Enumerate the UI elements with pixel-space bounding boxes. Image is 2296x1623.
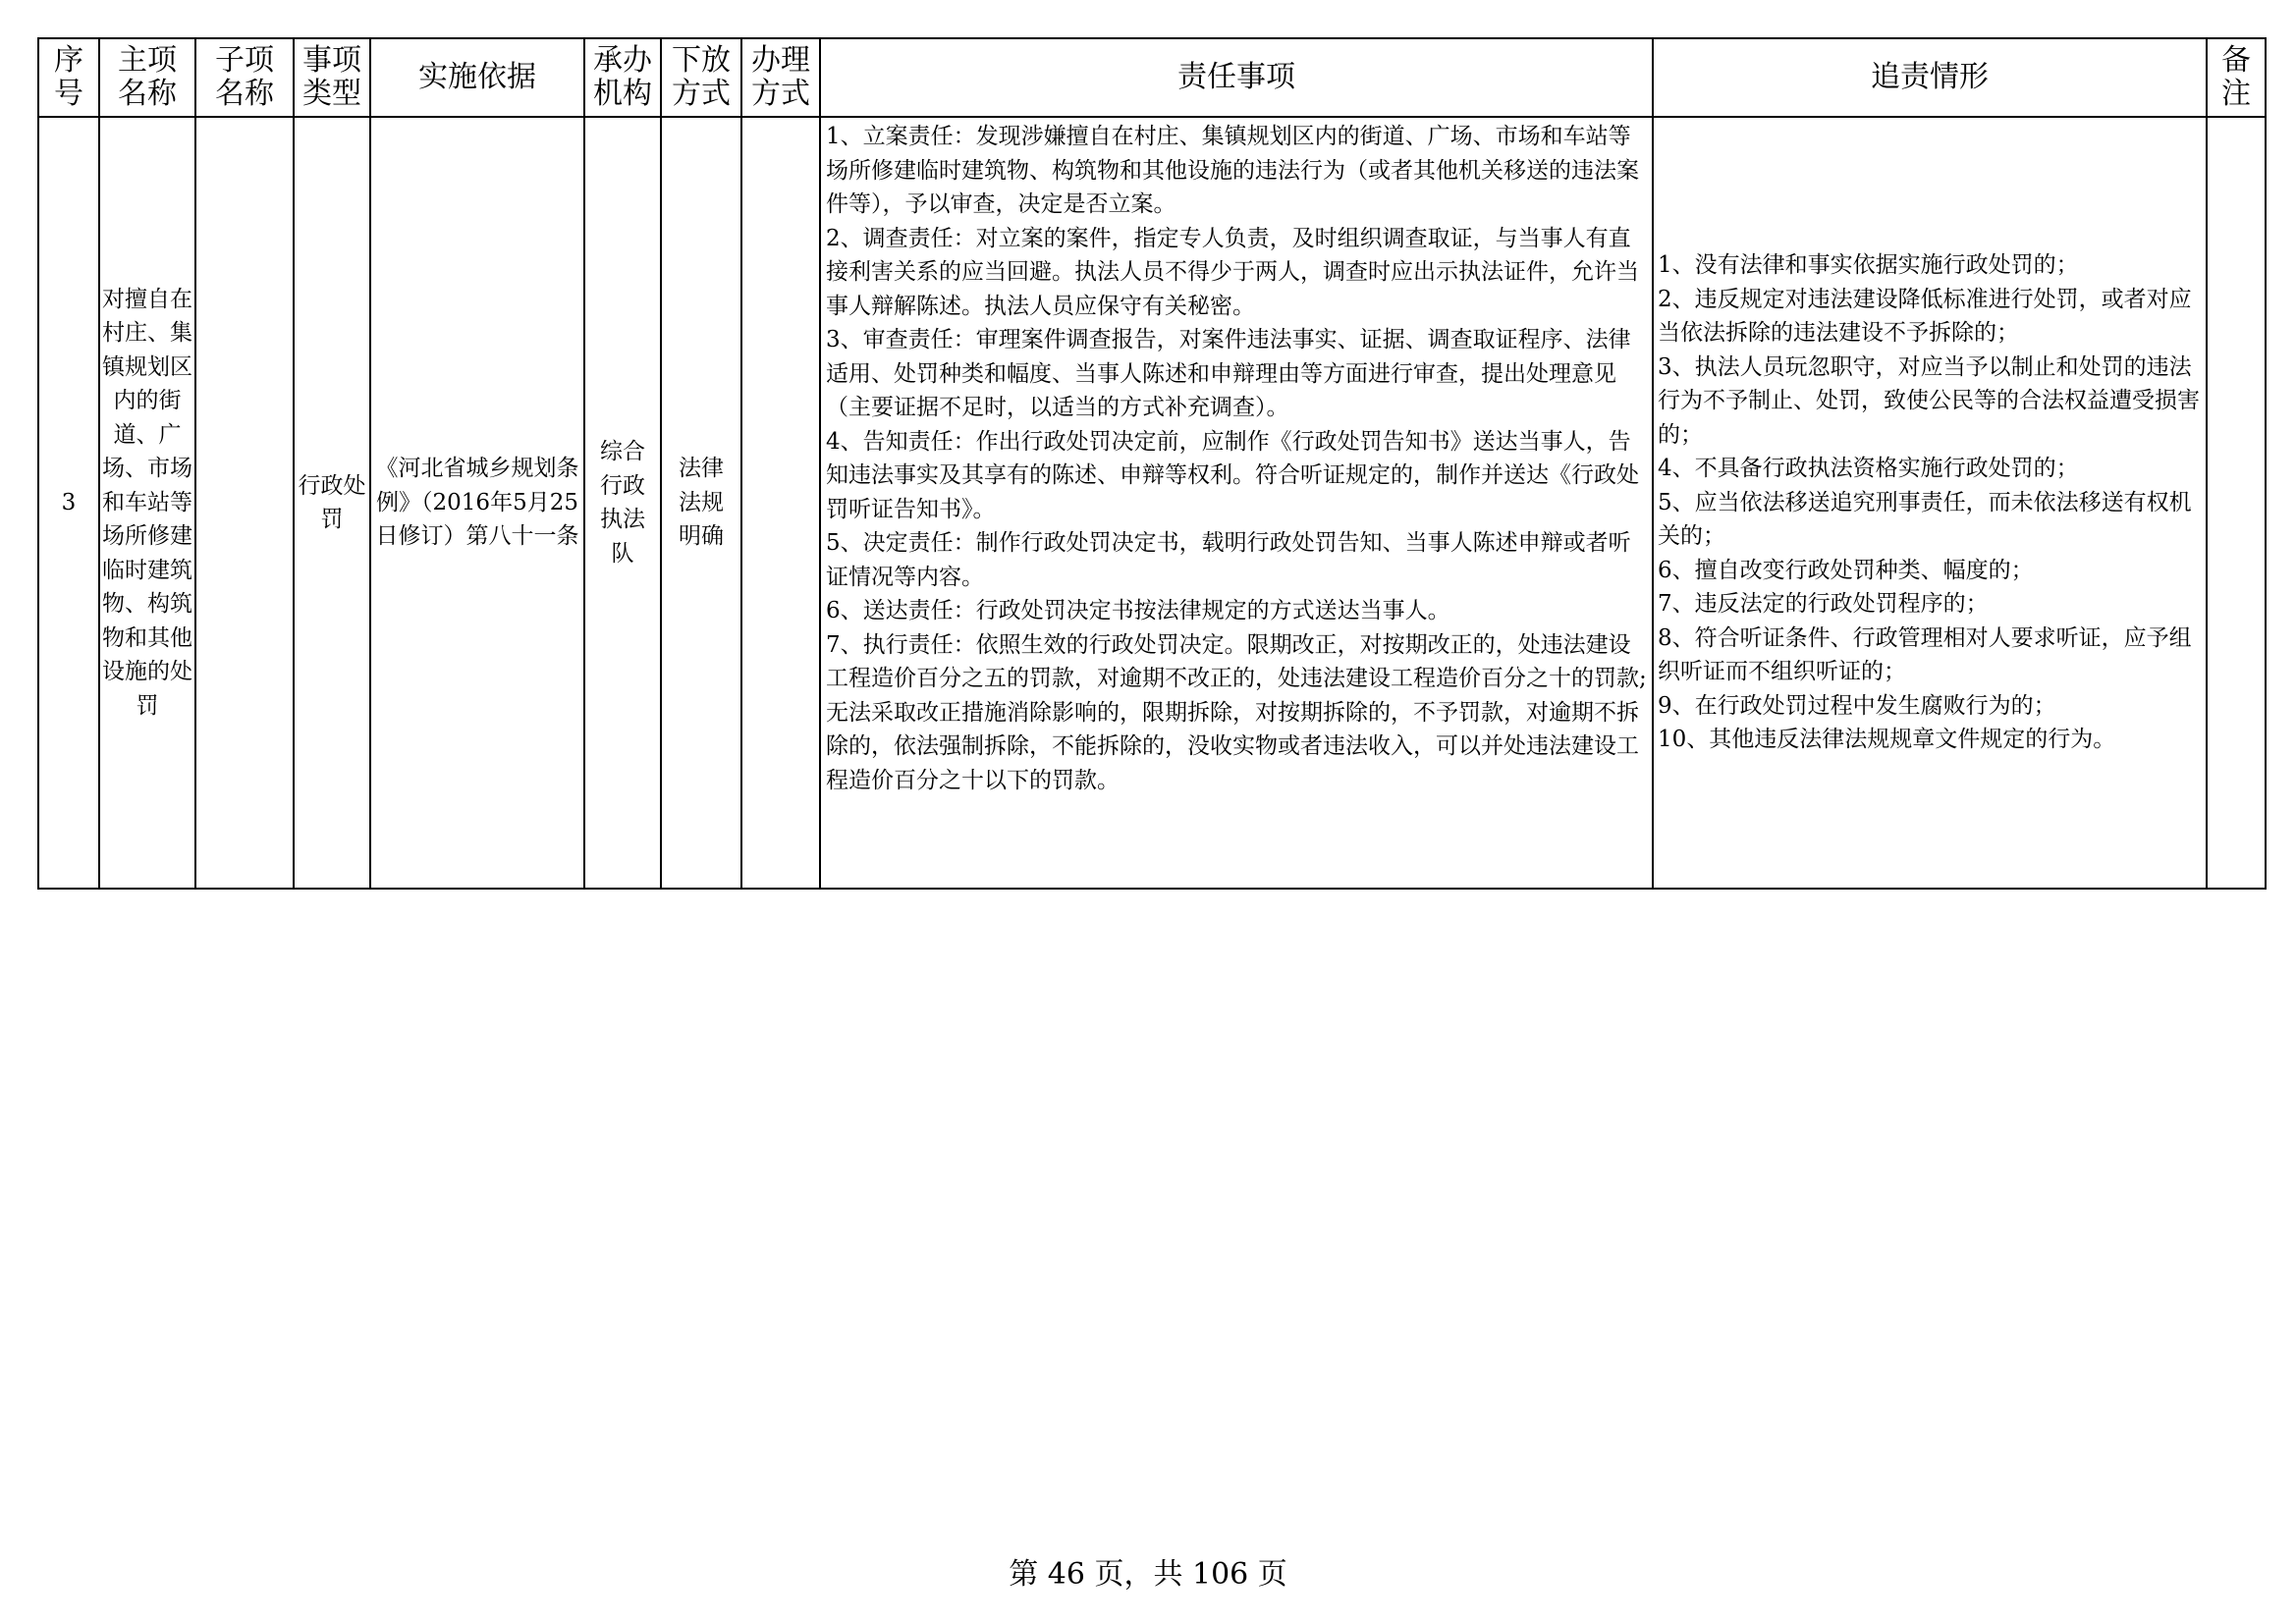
accountability-item: 4、不具备行政执法资格实施行政处罚的； bbox=[1658, 456, 2079, 482]
header-delegation-line1: 下放 bbox=[672, 43, 731, 78]
header-main-item-line1: 主项 bbox=[118, 43, 177, 78]
accountability-item: 1、没有法律和事实依据实施行政处罚的； bbox=[1658, 252, 2079, 279]
header-seq-line1: 序 bbox=[54, 43, 83, 78]
header-seq-line2: 号 bbox=[54, 77, 83, 111]
responsibility-item: 6、送达责任：行政处罚决定书按法律规定的方式送达当事人。 bbox=[826, 598, 1450, 623]
header-handling-line2: 方式 bbox=[751, 77, 810, 111]
header-sub-item bbox=[195, 38, 294, 117]
table-header-row bbox=[38, 38, 2266, 117]
header-main-item bbox=[99, 38, 195, 117]
cell-sub-item bbox=[195, 117, 294, 889]
cell-accountability bbox=[1653, 117, 2207, 889]
cell-basis: 《河北省城乡规划条例》（2016年5月25日修订）第八十一条 bbox=[370, 117, 584, 889]
accountability-item: 3、执法人员玩忽职守，对应当予以制止和处罚的违法行为不予制止、处罚，致使公民等的合法权益遭受损害的； bbox=[1658, 353, 2200, 448]
cell-seq: 3 bbox=[38, 117, 99, 889]
header-delegation-line2: 方式 bbox=[672, 77, 731, 111]
cell-item-type: 行政处罚 bbox=[294, 117, 370, 889]
header-basis: 实施依据 bbox=[370, 38, 584, 117]
cell-remarks bbox=[2207, 117, 2266, 889]
responsibility-table bbox=[37, 37, 2267, 890]
accountability-item: 7、违反法定的行政处罚程序的； bbox=[1658, 591, 1989, 618]
responsibility-item: 1、立案责任：发现涉嫌擅自在村庄、集镇规划区内的街道、广场、市场和车站等场所修建临时建筑物、构筑物和其他设施的违法行为（或者其他机关移送的违法案件等），予以审查，决定是否立案。 bbox=[826, 124, 1639, 217]
responsibility-item: 3、审查责任：审理案件调查报告，对案件违法事实、证据、调查取证程序、法律适用、处罚种类和幅度、当事人陈述和申辩理由等方面进行审查，提出处理意见（主要证据不足时，以适当的方式补充调查）。 bbox=[826, 327, 1631, 420]
responsibility-item: 4、告知责任：作出行政处罚决定前，应制作《行政处罚告知书》送达当事人，告知违法事实及其享有的陈述、申辩等权利。符合听证规定的，制作并送达《行政处罚听证告知书》。 bbox=[826, 428, 1639, 522]
responsibility-item: 5、决定责任：制作行政处罚决定书，载明行政处罚告知、当事人陈述申辩或者听证情况等内容。 bbox=[826, 530, 1631, 590]
accountability-item: 10、其他违反法律法规规章文件规定的行为。 bbox=[1658, 727, 2116, 753]
header-seq bbox=[38, 38, 99, 117]
page-number: 第 46 页，共 106 页 bbox=[1009, 1557, 1287, 1592]
header-item-type-line1: 事项 bbox=[302, 43, 361, 78]
header-sub-item-line1: 子项 bbox=[215, 43, 274, 78]
header-agency bbox=[584, 38, 661, 117]
header-remarks bbox=[2207, 38, 2266, 117]
accountability-item: 8、符合听证条件、行政管理相对人要求听证，应予组织听证而不组织听证的； bbox=[1658, 624, 2192, 685]
header-agency-line1: 承办 bbox=[593, 43, 652, 78]
cell-agency: 综合行政执法队 bbox=[584, 117, 661, 889]
header-responsibility: 责任事项 bbox=[820, 38, 1653, 117]
responsibility-item: 7、执行责任：依照生效的行政处罚决定。限期改正，对按期改正的，处违法建设工程造价百分之五的罚款，对逾期不改正的，处违法建设工程造价百分之十的罚款;无法采取改正措施消除影响的，限期拆除，对按期拆除的，不予罚款，对逾期不拆除的，依法强制拆除，不能拆除的，没收实物或者违法收入，可以并处违法建设工程造价百分之十以下的罚款。 bbox=[826, 631, 1647, 793]
header-agency-line2: 机构 bbox=[593, 77, 652, 111]
cell-main-item: 对擅自在村庄、集镇规划区内的街道、广场、市场和车站等场所修建临时建筑物、构筑物和其他设施的处罚 bbox=[99, 117, 195, 889]
header-handling-line1: 办理 bbox=[751, 43, 810, 78]
accountability-item: 5、应当依法移送追究刑事责任，而未依法移送有权机关的； bbox=[1658, 489, 2192, 550]
accountability-item: 2、违反规定对违法建设降低标准进行处罚，或者对应当依法拆除的违法建设不予拆除的； bbox=[1658, 286, 2192, 347]
header-delegation bbox=[661, 38, 741, 117]
header-item-type-line2: 类型 bbox=[302, 77, 361, 111]
header-remarks-line1: 备 bbox=[2221, 43, 2251, 78]
cell-responsibility bbox=[820, 117, 1653, 889]
cell-delegation: 法律法规明确 bbox=[661, 117, 741, 889]
accountability-item: 9、在行政处罚过程中发生腐败行为的； bbox=[1658, 692, 2056, 719]
header-item-type bbox=[294, 38, 370, 117]
header-accountability: 追责情形 bbox=[1653, 38, 2207, 117]
cell-handling bbox=[741, 117, 820, 889]
accountability-item: 6、擅自改变行政处罚种类、幅度的； bbox=[1658, 557, 2034, 583]
header-handling bbox=[741, 38, 820, 117]
header-main-item-line2: 名称 bbox=[118, 77, 177, 111]
header-remarks-line2: 注 bbox=[2221, 77, 2251, 111]
table-row bbox=[38, 117, 2266, 889]
header-sub-item-line2: 名称 bbox=[215, 77, 274, 111]
responsibility-item: 2、调查责任：对立案的案件，指定专人负责，及时组织调查取证，与当事人有直接利害关系的应当回避。执法人员不得少于两人，调查时应出示执法证件，允许当事人辩解陈述。执法人员应保守有关秘密。 bbox=[826, 225, 1639, 319]
